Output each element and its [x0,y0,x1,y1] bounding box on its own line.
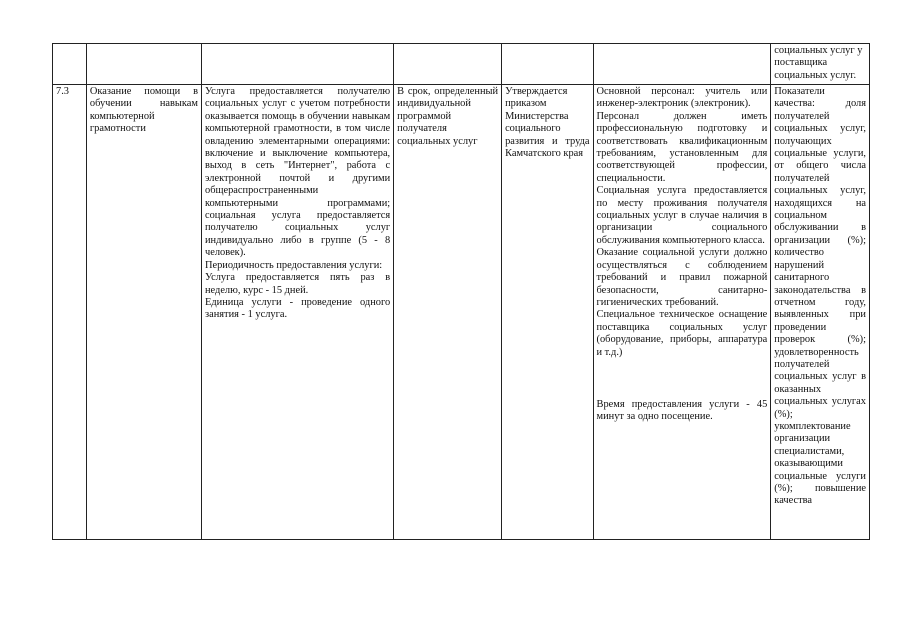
cell-empty [502,44,593,85]
condition-item: Социальная услуга предоставляется по месту проживания получателя социальных услуг в случае наличия в организации социального обслуживания компьютерного класса. [596,185,768,246]
condition-item: Персонал должен иметь профессиональную подготовку и соответствовать квалификационным требованиям, установленным для соответствующей профессии, специальности. [596,110,768,184]
quality-text: Показатели качества: доля получателей социальных услуг, получающих социальные услуги, от общего числа получателей социальных услуг, находящихся на социальном обслуживании в организации (%); количество нарушений санитарного законодательства в отчетном году, выявленных при проведении проверок (%); удовлетворенность получателей социальных услуг в оказанных социальных услугах (%); укомплектование организации специалистами, оказывающими социальные услуги (%); повышение качества [774,86,866,507]
tariff-approval [502,85,593,540]
condition-item: Специальное техническое оснащение поставщика социальных услуг (оборудование, приборы, аппаратура и т.д.) [596,309,768,358]
quality-tail-line: поставщика [774,57,828,69]
cell-empty [394,44,502,85]
quality-indicators [771,85,870,540]
table-row-previous-tail [53,44,870,85]
row-number: 7.3 [53,85,87,540]
cell-empty [86,44,201,85]
cell-quality-tail [771,44,870,85]
description-text: Услуга предоставляется получателю социальных услуг с учетом потребности оказывается помощь в обучении навыкам компьютерной грамотности, в том числе овладению элементарными операциями: включение и выключение компьютера, выход в сеть "Интернет", работа с электронной почтой и другими общераспространенными компьютерными программами; социальная услуга предоставляется получателю социальных услуг индивидуально либо в группе (5 - 8 человек). [205,86,391,259]
service-name-text: Оказание помощи в обучении навыкам компьютерной грамотности [89,86,198,135]
cell-empty [202,44,394,85]
cell-empty [53,44,87,85]
approval-text: Утверждается приказом Министерства социального развития и труда Камчатского края [505,86,590,160]
periodicity-title: Периодичность предоставления услуги: [205,259,383,271]
quality-tail-line: социальных услуг. [774,69,857,81]
service-name [86,85,201,540]
service-term [394,85,502,540]
unit-text: Единица услуги - проведение одного занятия - 1 услуга. [205,296,391,321]
condition-item: Оказание социальной услуги должно осуществляться с соблюдением требований и правил пожарной безопасности, санитарно-гигиенических требований. [596,247,768,308]
service-conditions [593,85,771,540]
periodicity-text: Услуга предоставляется пять раз в неделю, курс - 15 дней. [205,272,391,296]
standards-table-fragment [52,43,870,540]
cell-empty [593,44,771,85]
quality-tail-line: социальных услуг у [774,45,863,56]
time-note: Время предоставления услуги - 45 минут за одно посещение. [596,398,768,423]
table-row-7-3 [53,85,870,540]
term-text: В срок, определенный индивидуальной программой получателя социальных услуг [397,86,499,147]
condition-item: Основной персонал: учитель или инженер-электроник (электроник). [596,86,768,110]
service-description [202,85,394,540]
social-services-table [52,43,870,540]
